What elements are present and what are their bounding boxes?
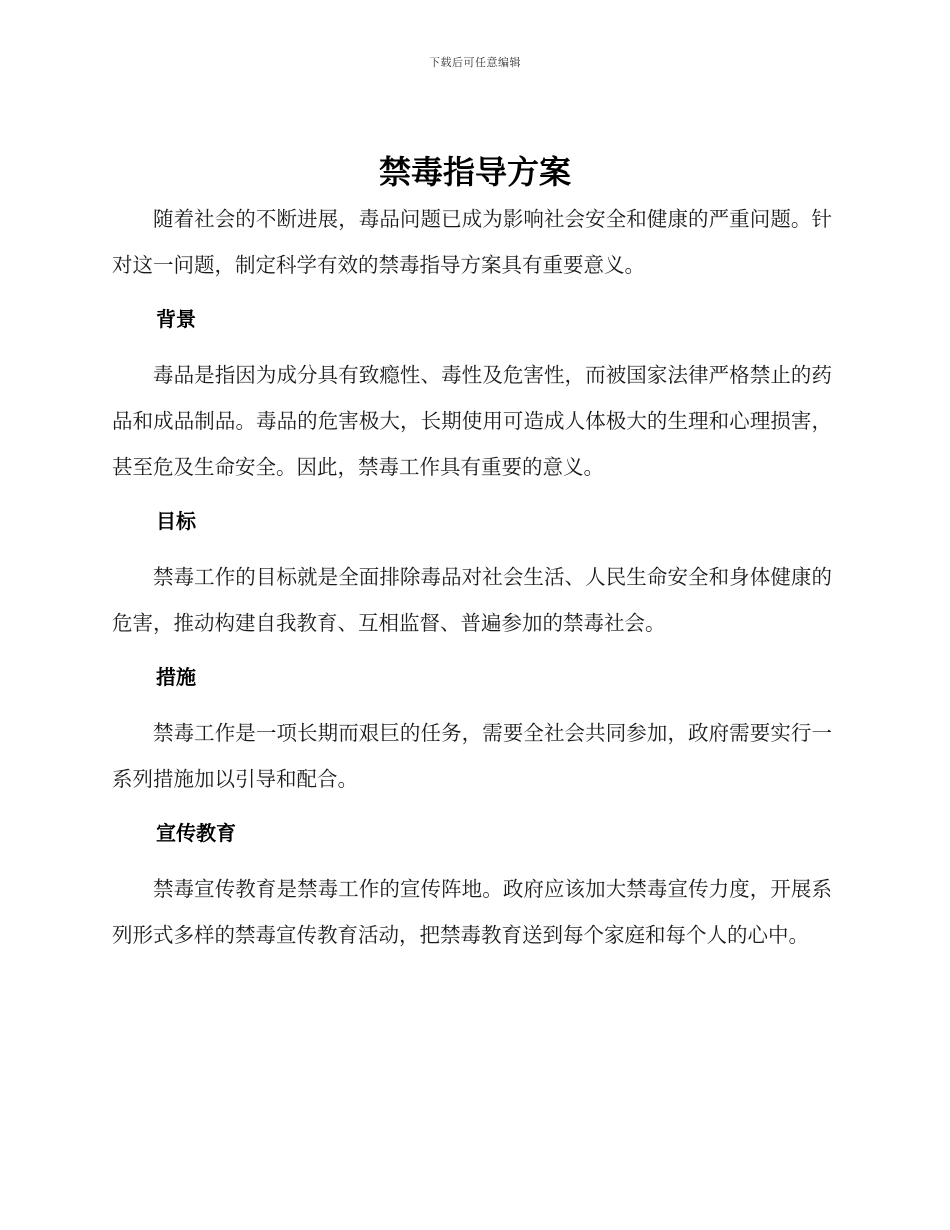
section-heading-goal: 目标	[156, 509, 196, 533]
section-heading-publicity: 宣传教育	[156, 821, 236, 845]
section-body-goal: 禁毒工作的目标就是全面排除毒品对社会生活、人民生命安全和身体健康的危害，推动构建自我教育、互相监督、普遍参加的禁毒社会。	[112, 565, 832, 635]
document-title: 禁毒指导方案	[378, 153, 571, 191]
header-note: 下载后可任意编辑	[429, 56, 521, 69]
section-body-publicity: 禁毒宣传教育是禁毒工作的宣传阵地。政府应该加大禁毒宣传力度，开展系列形式多样的禁毒宣传教育活动，把禁毒教育送到每个家庭和每个人的心中。	[112, 877, 832, 947]
intro-paragraph: 随着社会的不断进展，毒品问题已成为影响社会安全和健康的严重问题。针对这一问题，制定科学有效的禁毒指导方案具有重要意义。	[112, 207, 832, 277]
section-body-measures: 禁毒工作是一项长期而艰巨的任务，需要全社会共同参加，政府需要实行一系列措施加以引导和配合。	[112, 721, 832, 791]
section-heading-measures: 措施	[156, 665, 196, 689]
document-body	[112, 196, 832, 958]
section-heading-background: 背景	[156, 307, 196, 331]
section-body-background: 毒品是指因为成分具有致瘾性、毒性及危害性，而被国家法律严格禁止的药品和成品制品。毒品的危害极大，长期使用可造成人体极大的生理和心理损害，甚至危及生命安全。因此，禁毒工作具有重要的意义。	[112, 363, 832, 479]
